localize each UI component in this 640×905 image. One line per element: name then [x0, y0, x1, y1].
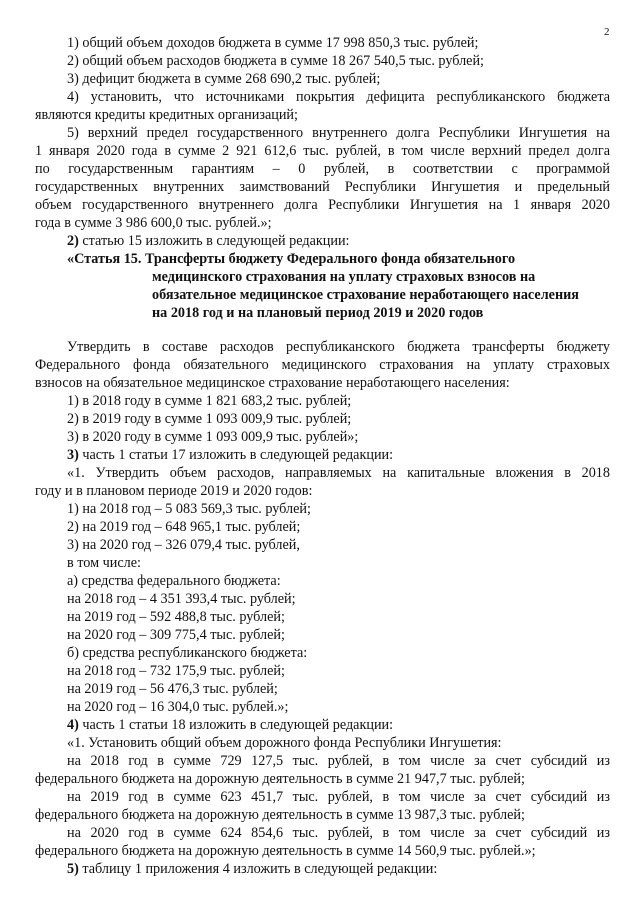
capital-2020-line: 3) на 2020 год – 326 079,4 тыс. рублей,	[67, 537, 300, 553]
federal-2018-line: на 2018 год – 4 351 393,4 тыс. рублей;	[67, 591, 296, 607]
ffoms-2019-line: 2) в 2019 году в сумме 1 093 009,9 тыс. рублей;	[67, 411, 352, 427]
ffoms-transfer-intro-3: взносов на обязательное медицинское страхование неработающего населения:	[35, 375, 510, 391]
deficit-sources-line: 4) установить, что источниками покрытия дефицита республиканского бюджета	[67, 89, 610, 105]
debt-limit-line-4: государственных внутренних заимствований Республики Ингушетия и предельный	[35, 179, 610, 195]
item-5-number: 5)	[67, 861, 79, 877]
debt-limit-line-5: объем государственного внутреннего долга Республики Ингушетия на 1 января 2020	[35, 197, 610, 213]
debt-limit-line: 5) верхний предел государственного внутреннего долга Республики Ингушетия на	[67, 125, 610, 141]
item-2-number: 2)	[67, 233, 79, 249]
federal-funds-heading: а) средства федерального бюджета:	[67, 573, 281, 589]
item-3-line	[67, 447, 393, 464]
item-5-text: таблицу 1 приложения 4 изложить в следующей редакции:	[78, 861, 438, 877]
article-15-heading: «Статья 15. Трансферты бюджету Федерального фонда обязательного	[67, 251, 516, 267]
debt-limit-line-6: года в сумме 3 986 600,0 тыс. рублей.»;	[35, 215, 272, 231]
republic-2018-line: на 2018 год – 732 175,9 тыс. рублей;	[67, 663, 285, 679]
road-fund-2020-line: на 2020 год в сумме 624 854,6 тыс. рублей, в том числе за счет субсидий из	[67, 825, 610, 841]
budget-income-line: 1) общий объем доходов бюджета в сумме 17 998 850,3 тыс. рублей;	[67, 35, 479, 51]
capital-2018-line: 1) на 2018 год – 5 083 569,3 тыс. рублей;	[67, 501, 311, 517]
road-fund-2018-line-2: федерального бюджета на дорожную деятельность в сумме 21 947,7 тыс. рублей;	[35, 771, 525, 787]
road-fund-2019-line: на 2019 год в сумме 623 451,7 тыс. рублей, в том числе за счет субсидий из	[67, 789, 610, 805]
road-fund-intro: «1. Установить общий объем дорожного фонда Республики Ингушетия:	[67, 735, 502, 751]
debt-limit-line-2: 1 января 2020 года в сумме 2 921 612,6 тыс. рублей, в том числе верхний предел долга	[35, 143, 610, 159]
budget-expense-line: 2) общий объем расходов бюджета в сумме 18 267 540,5 тыс. рублей;	[67, 53, 484, 69]
ffoms-transfer-intro: Утвердить в составе расходов республиканского бюджета трансферты бюджету	[67, 339, 610, 355]
republic-2020-line: на 2020 год – 16 304,0 тыс. рублей.»;	[67, 699, 289, 715]
deficit-sources-line-2: являются кредиты кредитных организаций;	[35, 107, 298, 123]
item-3-number: 3)	[67, 447, 79, 463]
capital-investment-intro: «1. Утвердить объем расходов, направляемых на капитальные вложения в 2018	[67, 465, 610, 481]
item-4-text: часть 1 статьи 18 изложить в следующей редакции:	[78, 717, 394, 733]
item-4-number: 4)	[67, 717, 79, 733]
ffoms-2020-line: 3) в 2020 году в сумме 1 093 009,9 тыс. рублей»;	[67, 429, 359, 445]
including-line: в том числе:	[67, 555, 141, 571]
road-fund-2020-line-2: федерального бюджета на дорожную деятельность в сумме 14 560,9 тыс. рублей.»;	[35, 843, 536, 859]
republic-2019-line: на 2019 год – 56 476,3 тыс. рублей;	[67, 681, 278, 697]
budget-deficit-line: 3) дефицит бюджета в сумме 268 690,2 тыс. рублей;	[67, 71, 381, 87]
road-fund-2019-line-2: федерального бюджета на дорожную деятельность в сумме 13 987,3 тыс. рублей;	[35, 807, 525, 823]
item-2-text: статью 15 изложить в следующей редакции:	[78, 233, 350, 249]
article-15-heading-4: на 2018 год и на плановый период 2019 и 2020 годов	[152, 305, 484, 321]
item-2-line	[67, 233, 350, 250]
ffoms-transfer-intro-2: Федерального фонда обязательного медицинского страхования на уплату страховых	[35, 357, 610, 373]
item-4-line	[67, 717, 393, 734]
republic-funds-heading: б) средства республиканского бюджета:	[67, 645, 308, 661]
federal-2019-line: на 2019 год – 592 488,8 тыс. рублей;	[67, 609, 285, 625]
debt-limit-line-3: по государственным гарантиям – 0 рублей, в соответствии с программой	[35, 161, 610, 177]
ffoms-2018-line: 1) в 2018 году в сумме 1 821 683,2 тыс. рублей;	[67, 393, 352, 409]
item-3-text: часть 1 статьи 17 изложить в следующей редакции:	[78, 447, 394, 463]
capital-investment-intro-2: году и в плановом периоде 2019 и 2020 годов:	[35, 483, 313, 499]
page-number: 2	[604, 26, 610, 38]
federal-2020-line: на 2020 год – 309 775,4 тыс. рублей;	[67, 627, 285, 643]
article-15-heading-2: медицинского страхования на уплату страховых взносов на	[152, 269, 536, 285]
road-fund-2018-line: на 2018 год в сумме 729 127,5 тыс. рублей, в том числе за счет субсидий из	[67, 753, 610, 769]
capital-2019-line: 2) на 2019 год – 648 965,1 тыс. рублей;	[67, 519, 301, 535]
item-5-line	[67, 861, 437, 878]
article-15-heading-3: обязательное медицинское страхование неработающего населения	[152, 287, 579, 303]
